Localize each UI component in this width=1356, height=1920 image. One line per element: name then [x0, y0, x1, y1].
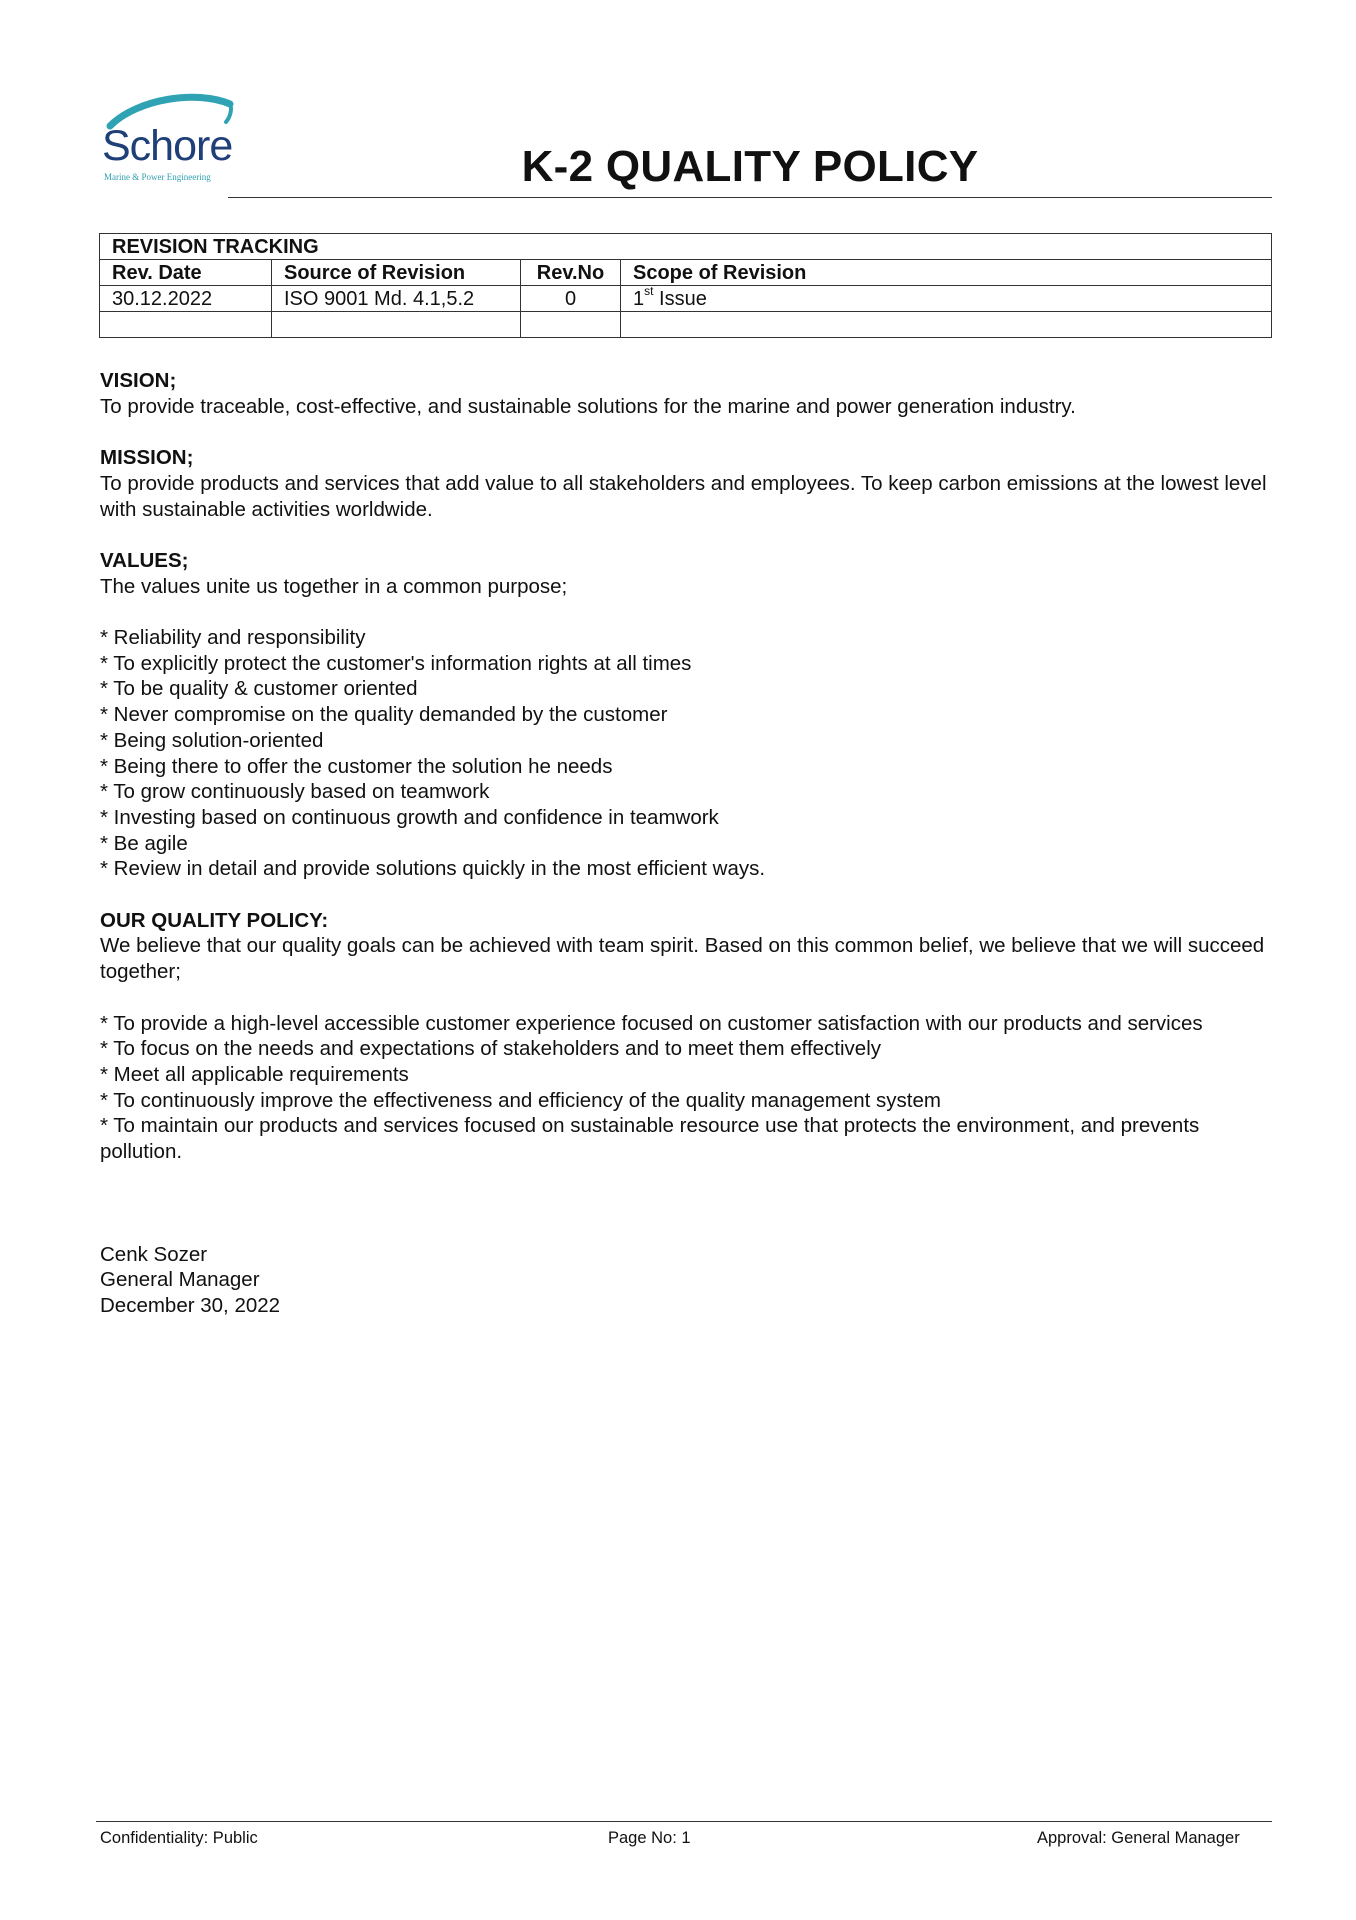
quality-policy-list — [100, 1011, 1275, 1165]
footer-divider — [96, 1821, 1272, 1822]
header-rev-date: Rev. Date — [100, 260, 272, 286]
revision-table — [99, 233, 1272, 338]
list-item: * To provide a high-level accessible customer experience focused on customer satisfaction with our products and services — [100, 1011, 1203, 1035]
cell-rev-date: 30.12.2022 — [100, 286, 272, 312]
list-item: * To focus on the needs and expectations of stakeholders and to meet them effectively — [100, 1037, 882, 1061]
cell-rev-date — [100, 312, 272, 338]
values-intro: The values unite us together in a common purpose; — [100, 574, 568, 598]
list-item: * Meet all applicable requirements — [100, 1062, 409, 1086]
header-source: Source of Revision — [272, 260, 521, 286]
footer-page-number: Page No: 1 — [608, 1829, 691, 1847]
list-item: * Being there to offer the customer the solution he needs — [100, 754, 613, 778]
cell-rev-no — [521, 312, 621, 338]
revision-caption-row — [100, 234, 1272, 260]
values-list — [100, 625, 1275, 882]
header-rev-no: Rev.No — [521, 260, 621, 286]
table-row — [100, 286, 1272, 312]
list-item: * To maintain our products and services focused on sustainable resource use that protects the environment, and prevents pollution. — [100, 1114, 1200, 1164]
footer-approval: Approval: General Manager — [1037, 1829, 1240, 1847]
scope-number: 1 — [633, 287, 645, 310]
document-title: K-2 QUALITY POLICY — [521, 142, 979, 191]
signatory-name: Cenk Sozer — [100, 1242, 208, 1266]
quality-policy-heading: OUR QUALITY POLICY: — [100, 908, 329, 932]
list-item: * Be agile — [100, 831, 188, 855]
cell-scope — [621, 283, 1272, 312]
cell-scope — [621, 312, 1272, 338]
list-item: * To continuously improve the effectiveness and efficiency of the quality management system — [100, 1088, 941, 1112]
header-scope: Scope of Revision — [621, 260, 1272, 286]
list-item: * To be quality & customer oriented — [100, 677, 418, 701]
list-item: * Being solution-oriented — [100, 728, 324, 752]
table-row — [100, 312, 1272, 338]
quality-policy-intro: We believe that our quality goals can be achieved with team spirit. Based on this common belief, we believe that we will succeed together; — [100, 934, 1265, 984]
list-item: * Reliability and responsibility — [100, 625, 366, 649]
signature-date: December 30, 2022 — [100, 1294, 281, 1318]
vision-text: To provide traceable, cost-effective, and sustainable solutions for the marine and power generation industry. — [100, 394, 1076, 418]
vision-heading: VISION; — [100, 369, 177, 392]
signatory-position: General Manager — [100, 1268, 260, 1292]
revision-caption: REVISION TRACKING — [100, 234, 1272, 260]
logo-name: Schore — [102, 122, 233, 170]
logo-tagline: Marine & Power Engineering — [104, 172, 211, 182]
list-item: * To explicitly protect the customer's information rights at all times — [100, 651, 692, 675]
list-item: * To grow continuously based on teamwork — [100, 780, 490, 804]
mission-heading: MISSION; — [100, 446, 194, 470]
scope-text: Issue — [653, 287, 707, 310]
list-item: * Investing based on continuous growth and confidence in teamwork — [100, 805, 719, 829]
list-item: * Never compromise on the quality demanded by the customer — [100, 703, 668, 727]
scope-ordinal: st — [644, 283, 654, 298]
company-logo — [98, 92, 238, 192]
revision-header-row — [100, 260, 1272, 286]
cell-source — [272, 312, 521, 338]
mission-text: To provide products and services that add value to all stakeholders and employees. To keep carbon emissions at the lowest level with sustainable activities worldwide. — [100, 471, 1267, 521]
title-divider — [228, 197, 1272, 198]
values-heading: VALUES; — [100, 548, 189, 572]
list-item: * Review in detail and provide solutions quickly in the most efficient ways. — [100, 857, 766, 881]
policy-body — [100, 368, 1275, 1319]
cell-source: ISO 9001 Md. 4.1,5.2 — [272, 286, 521, 312]
footer-confidentiality: Confidentiality: Public — [100, 1829, 258, 1847]
cell-rev-no: 0 — [521, 286, 621, 312]
